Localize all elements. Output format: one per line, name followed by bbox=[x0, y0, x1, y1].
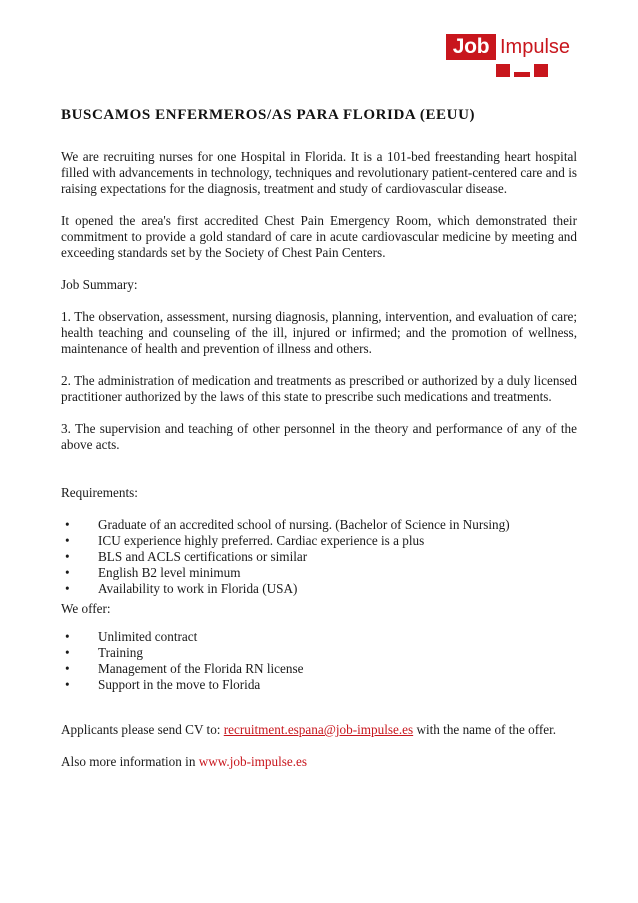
more-info-text: Also more information in bbox=[61, 754, 199, 769]
bullet-icon: • bbox=[65, 645, 70, 660]
page-title: BUSCAMOS ENFERMEROS/AS PARA FLORIDA (EEUU) bbox=[61, 107, 476, 123]
bullet-icon: • bbox=[65, 517, 70, 532]
requirement-text: ICU experience highly preferred. Cardiac experience is a plus bbox=[98, 533, 425, 548]
offer-item bbox=[65, 677, 577, 693]
requirement-text: BLS and ACLS certifications or similar bbox=[98, 549, 308, 564]
website-link[interactable]: www.job-impulse.es bbox=[198, 754, 308, 769]
requirements-list bbox=[61, 517, 577, 597]
requirement-item bbox=[65, 533, 577, 549]
intro-paragraph-2: It opened the area's first accredited Chest Pain Emergency Room, which demonstrated their commitment to provide a gold standard of care in acute cardiovascular medicine by meeting and exceeding standards set by the Society of Chest Pain Centers. bbox=[61, 213, 577, 260]
more-info-paragraph bbox=[61, 754, 577, 770]
job-impulse-logo bbox=[446, 34, 574, 82]
document-body bbox=[61, 106, 577, 770]
job-summary-item-3: 3. The supervision and teaching of other personnel in the theory and performance of any of the above acts. bbox=[61, 421, 577, 452]
recruitment-email-link[interactable]: recruitment.espana@job-impulse.es bbox=[223, 722, 414, 737]
bullet-icon: • bbox=[65, 549, 70, 564]
bullet-icon: • bbox=[65, 661, 70, 676]
apply-text-before: Applicants please send CV to: bbox=[61, 722, 224, 737]
requirement-text: Graduate of an accredited school of nursing. (Bachelor of Science in Nursing) bbox=[98, 517, 510, 532]
offer-heading: We offer: bbox=[61, 601, 111, 616]
requirements-heading: Requirements: bbox=[61, 485, 138, 500]
requirement-item bbox=[65, 565, 577, 581]
intro-paragraph-1: We are recruiting nurses for one Hospital in Florida. It is a 101-bed freestanding heart hospital filled with advancements in technology, techniques and revolutionary patient-centered care and is raising expectations for the diagnosis, treatment and study of cardiovascular disease. bbox=[61, 149, 577, 196]
bullet-icon: • bbox=[65, 565, 70, 580]
bullet-icon: • bbox=[65, 629, 70, 644]
offer-text: Support in the move to Florida bbox=[98, 677, 261, 692]
apply-paragraph bbox=[61, 722, 577, 738]
bullet-icon: • bbox=[65, 533, 70, 548]
logo-bar-right bbox=[534, 64, 548, 77]
offer-text: Management of the Florida RN license bbox=[98, 661, 304, 676]
offer-item bbox=[65, 661, 577, 677]
job-summary-item-2: 2. The administration of medication and treatments as prescribed or authorized by a duly licensed practitioner authorized by the laws of this state to prescribe such medications and treatments. bbox=[61, 373, 577, 404]
requirement-item bbox=[65, 581, 577, 597]
requirement-text: English B2 level minimum bbox=[98, 565, 241, 580]
offer-list bbox=[61, 629, 577, 693]
logo-bar-left bbox=[496, 64, 510, 77]
job-summary-item-1: 1. The observation, assessment, nursing diagnosis, planning, intervention, and evaluation of care; health teaching and counseling of the ill, injured or infirmed; and the promotion of wellness, maintenance of health and prevention of illness and others. bbox=[61, 309, 577, 356]
apply-text-after: with the name of the offer. bbox=[413, 722, 557, 737]
offer-item bbox=[65, 629, 577, 645]
bullet-icon: • bbox=[65, 581, 70, 596]
requirement-item bbox=[65, 517, 577, 533]
offer-item bbox=[65, 645, 577, 661]
offer-text: Training bbox=[98, 645, 143, 660]
job-summary-heading: Job Summary: bbox=[61, 277, 138, 292]
logo-impulse-text: Impulse bbox=[500, 36, 571, 58]
requirement-text: Availability to work in Florida (USA) bbox=[98, 581, 298, 596]
logo-job-block: Job bbox=[446, 34, 496, 60]
logo-bar-middle bbox=[514, 72, 530, 77]
offer-text: Unlimited contract bbox=[98, 629, 198, 644]
bullet-icon: • bbox=[65, 677, 70, 692]
requirement-item bbox=[65, 549, 577, 565]
